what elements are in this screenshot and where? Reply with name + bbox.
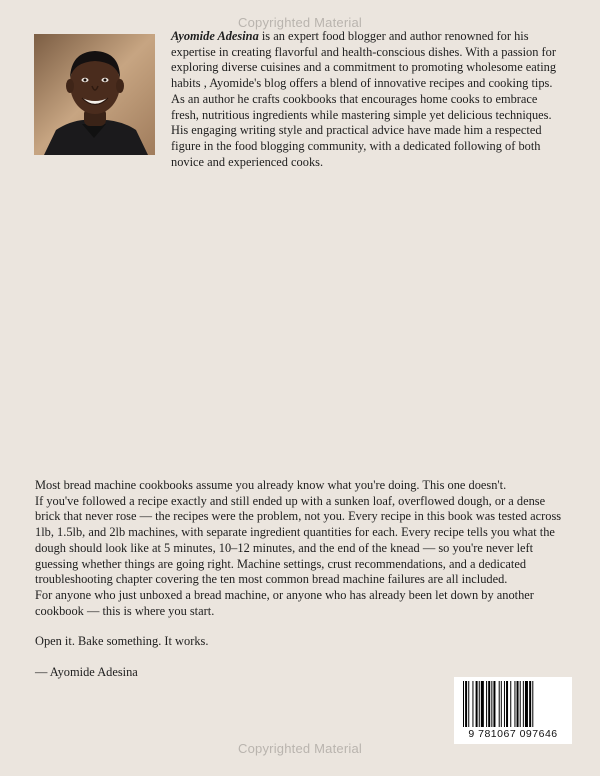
author-portrait-image xyxy=(34,34,155,155)
author-name: Ayomide Adesina xyxy=(171,29,259,43)
description-paragraph-body: If you've followed a recipe exactly and still ended up with a sunken loaf, overflowed dough, or a dense brick that never rose — the recipes were the problem, not you. Every recipe in this book was tested across 1lb, 1.5lb, and 2lb machines, with separate ingredient quantities for each. Every recipe tells you what the dough should look like at 5 minutes, 10–12 minutes, and the end of the knead — so you're never left guessing whether things are going right. Machine settings, crust recommendations, and a dedicated troubleshooting chapter covering the ten most common bread machine failures are all included. xyxy=(35,493,562,587)
description-paragraph-audience: For anyone who just unboxed a bread machine, or anyone who has already been let down by another cookbook — this is where you start. xyxy=(35,587,534,618)
author-bio xyxy=(171,29,563,170)
isbn-barcode xyxy=(454,677,572,744)
watermark-bottom: Copyrighted Material xyxy=(238,741,362,756)
description-signature: — Ayomide Adesina xyxy=(35,665,138,680)
author-photo xyxy=(34,34,155,155)
description-paragraph-intro: Most bread machine cookbooks assume you already know what you're doing. This one doesn't. xyxy=(35,478,507,492)
isbn-digits: 9 781067 097646 xyxy=(468,728,558,740)
book-description xyxy=(35,478,570,681)
watermark-top: Copyrighted Material xyxy=(238,15,362,30)
author-bio-text: is an expert food blogger and author renowned for his expertise in creating flavorful and health-conscious dishes. With a passion for exploring diverse cuisines and a commitment to promoting wholesome eating habits , Ayomide's blog offers a blend of innovative recipes and cooking tips. As an author he crafts cookbooks that encourages home cooks to embrace fresh, nutritious ingredients while mastering simple yet delicious techniques. His engaging writing style and practical advice have made him a respected figure in the food blogging community, with a dedicated following of both novice and experienced cooks. xyxy=(171,29,557,169)
barcode-bars-image xyxy=(462,681,564,727)
description-tagline: Open it. Bake something. It works. xyxy=(35,634,209,649)
